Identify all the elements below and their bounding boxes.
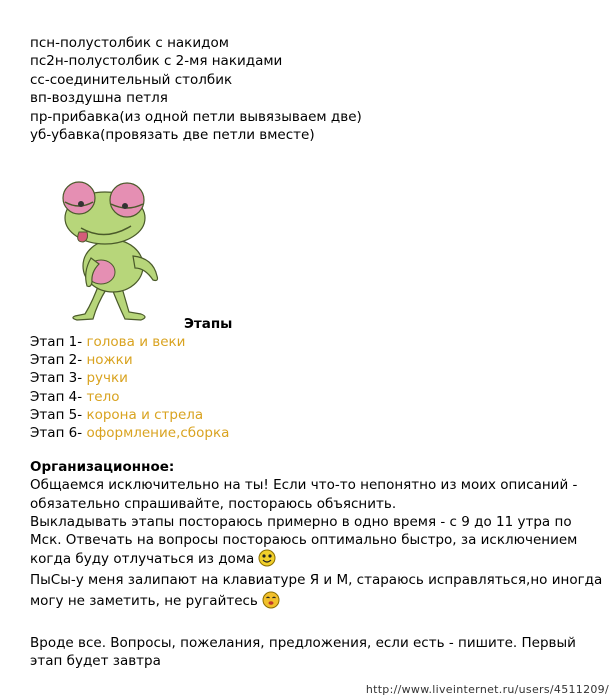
closing-line: этап будет завтра [30, 653, 161, 670]
abbreviation-item: вп-воздушна петля [30, 90, 168, 107]
stage-item [30, 388, 229, 406]
abbreviations-list [30, 34, 362, 144]
stage-link[interactable]: ножки [86, 352, 133, 369]
stage-link[interactable]: тело [86, 388, 120, 405]
frog-illustration [45, 176, 165, 324]
stage-label: Этап 6- [30, 425, 87, 442]
abbreviation-item: уб-убавка(провязать две петли вместе) [30, 127, 315, 144]
stage-label: Этап 1- [30, 334, 87, 350]
abbreviation-item: псн-полустолбик с накидом [30, 35, 229, 51]
stage-label: Этап 3- [30, 370, 87, 387]
abbreviation-item: пр-прибавка(из одной петли вывязываем две) [30, 108, 362, 125]
org-line: Общаемся исключительно на ты! Если что-то непонятно из моих описаний - [30, 477, 578, 494]
org-line-with-smiley [30, 549, 590, 568]
org-line: когда буду отлучаться из дома [30, 551, 255, 568]
stage-item [30, 424, 229, 442]
org-line: Выкладывать этапы постораюсь примерно в одно время - с 9 до 11 утра по [30, 513, 572, 530]
stage-link[interactable]: оформление,сборка [86, 425, 230, 442]
closing-line: Вроде все. Вопросы, пожелания, предложения, если есть - пишите. Первый [30, 635, 576, 651]
stage-link[interactable]: голова и веки [86, 334, 186, 350]
stage-item [30, 351, 229, 369]
closing-text [30, 634, 576, 671]
organizational-section [30, 458, 603, 610]
embarrassed-smiley-icon [262, 591, 280, 609]
stage-item [30, 406, 229, 424]
org-line: Мск. Отвечать на вопросы постораюсь оптимально быстро, за исключением [30, 532, 578, 549]
smiley-icon [258, 549, 276, 567]
stages-title: Этапы [184, 316, 233, 332]
org-heading: Организационное: [30, 459, 175, 475]
stage-item [30, 333, 229, 351]
org-line-with-smiley [30, 591, 590, 610]
stage-label: Этап 5- [30, 406, 87, 423]
org-line: могу не заметить, не ругайтесь [30, 593, 258, 610]
stage-item [30, 369, 229, 387]
stage-label: Этап 2- [30, 352, 87, 369]
source-url: http://www.liveinternet.ru/users/4511209/ [365, 683, 609, 696]
stage-label: Этап 4- [30, 388, 87, 405]
org-line: обязательно спрашивайте, постораюсь объяснить. [30, 495, 397, 512]
stages-list [30, 333, 229, 442]
org-line: ПыСы-у меня залипают на клавиатуре Я и М, стараюсь исправляться,но иногда [30, 571, 603, 588]
abbreviation-item: сс-соединительный столбик [30, 71, 233, 88]
stage-link[interactable]: корона и стрела [86, 406, 204, 423]
abbreviation-item: пс2н-полустолбик с 2-мя накидами [30, 53, 283, 70]
stage-link[interactable]: ручки [86, 370, 128, 387]
